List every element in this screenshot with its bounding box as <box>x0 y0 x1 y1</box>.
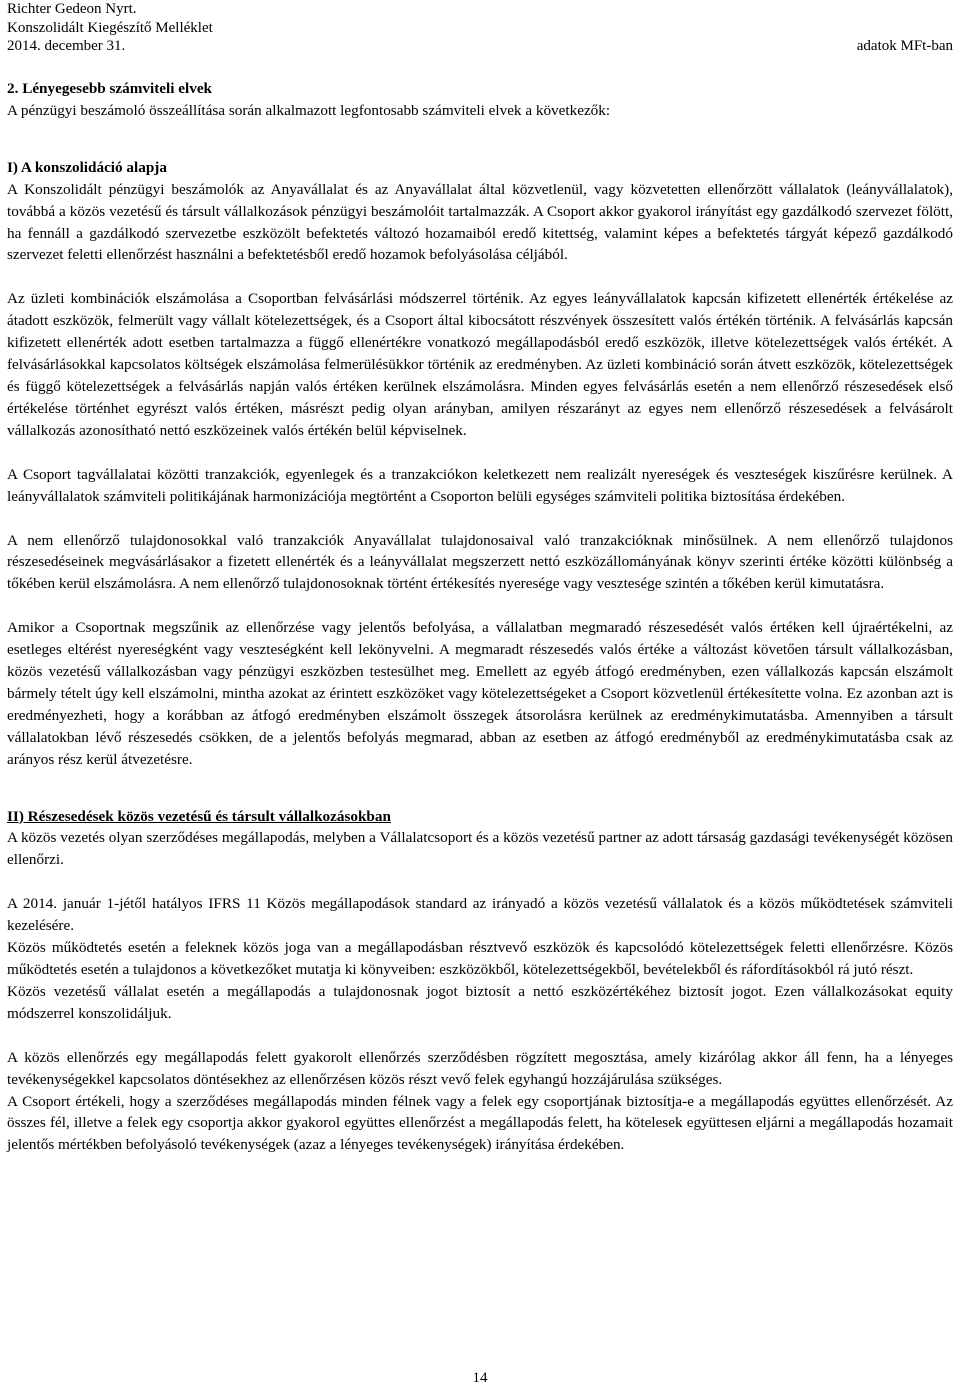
page-number: 14 <box>472 1370 488 1386</box>
subsection-title-text: II) Részesedések közös vezetésű és társult vállalkozásokban <box>7 807 391 825</box>
paragraph: Amikor a Csoportnak megszűnik az ellenőrzése vagy jelentős befolyása, a vállalatban megmaradó részesedését valós értéken kell újraértékelni, az esetleges eltérést nyereségként vagy veszteségként kell lekönyvelni. A megmaradt részesedés valós értéke a változást követően társult vállalkozásban, közös vezetésű vállalkozásban vagy pénzügyi eszközben testesülhet meg. Emellett az egyéb átfogó eredményben, ezen vállalkozás kapcsán elszámolt bármely tételt úgy kell elszámolni, mintha azokat az érintett eszközöket vagy kötelezettségeket a Csoport közvetlenül értékesítette volna. Ez azonban azt is eredményezheti, hogy a korábban az átfogó eredményben elszámolt összegek átsorolásra kerülnek az eredménykimutatásba. Amennyiben a társult vállalatokban lévő részesedés csökken, de a jelentős befolyás megmarad, abban az esetben az átfogó eredményből az eredménykimutatásba csak az arányos rész kerül átvezetésre. <box>7 619 953 768</box>
paragraph: A közös ellenőrzés egy megállapodás felett gyakorolt ellenőrzés szerződésben rögzített megosztása, amely kizárólag akkor áll fenn, ha a lényeges tevékenységekkel kapcsolatos döntésekhez az ellenőrzésen közös részt vevő felek egyhangú hozzájárulása szükséges. <box>7 1048 953 1088</box>
paragraph: A 2014. január 1-jétől hatályos IFRS 11 Közös megállapodások standard az irányadó a közös vezetésű vállalatok és a közös működtetések számviteli kezelésére. <box>7 895 953 935</box>
paragraph: A közös vezetés olyan szerződéses megállapodás, melyben a Vállalatcsoport és a közös vezetésű partner az adott társaság gazdasági tevékenységét közösen ellenőrzi. <box>7 829 953 869</box>
paragraph: A Csoport tagvállalatai közötti tranzakciók, egyenlegek és a tranzakciókon keletkezett nem realizált nyereségek és veszteségek kiszűrésre kerülnek. A leányvállalatok számviteli politikájának harmonizációja megtörtént a Csoporton belüli egységes számviteli politika biztosítása érdekében. <box>7 465 953 505</box>
report-date: 2014. december 31. <box>7 38 126 54</box>
paragraph: Közös vezetésű vállalat esetén a megállapodás a tulajdonosnak jogot biztosít a nettó eszközértékéhez biztosít jogot. Ezen vállalkozásokat equity módszerrel konszolidáljuk. <box>7 982 953 1022</box>
page-header <box>7 0 953 56</box>
units-label: adatok MFt-ban <box>856 38 953 54</box>
paragraph: Közös működtetés esetén a feleknek közös joga van a megállapodásban résztvevő eszközök és kapcsolódó kötelezettségek feletti ellenőrzésre. Közös működtetés esetén a tulajdonos a következőket mutatja ki könyveiben: eszközökből, kötelezettségekből, bevételekből és ráfordításokból rá jutó részt. <box>7 939 953 978</box>
document-body <box>7 78 953 1156</box>
section-title: 2. Lényegesebb számviteli elvek <box>7 80 213 97</box>
paragraph: A nem ellenőrző tulajdonosokkal való tranzakciók Anyavállalat tulajdonosaival való tranzakcióknak minősülnek. A nem ellenőrző tulajdonos részesedéseinek megvásárlásakor a fizetett ellenérték és a leányvállalat megszerzett nettó eszközállományának könyv szerinti értéke közötti különbség a tőkében kerül elszámolásra. A nem ellenőrző tulajdonosoknak történt értékesítés nyeresége vagy vesztesége szintén a tőkében kerül kimutatásra. <box>7 531 953 593</box>
paragraph: Az üzleti kombinációk elszámolása a Csoportban felvásárlási módszerrel történik. Az egyes leányvállalatok kapcsán kifizetett ellenérték értékelése az átadott eszközök, felmerült vagy vállalt kötelezettségek, és a Csoport által kibocsátott részvények összesített valós értékén történik. A felvásárlás kapcsán kifizetett ellenérték adott esetben tartalmazza a függő ellenértékre vonatkozó megállapodásból eredő eszközök, illetve kötelezettségek valós értékét. A felvásárlásokkal kapcsolatos költségek elszámolása felmerülésükkor történik az eredményben. Az üzleti kombináció során átvett eszközök, kötelezettségek és függő kötelezettségek a felvásárlás napján valós értéken kerülnek elszámolásra. Minden egyes felvásárlás esetén a nem ellenőrző részesedések első értékelése történhet egyrészt valós értéken, másrészt pedig olyan arányban, amilyen részarányt az egyes nem ellenőrző részesedések a felvásárolt vállalkozás azonosítható nettó eszközeinek valós értékén belül képviselnek. <box>7 290 953 439</box>
subsection-title-joint-ventures <box>7 806 953 828</box>
document-title: Konszolidált Kiegészítő Melléklet <box>7 19 213 36</box>
section-intro: A pénzügyi beszámoló összeállítása során alkalmazott legfontosabb számviteli elvek a következők: <box>7 101 611 119</box>
company-name: Richter Gedeon Nyrt. <box>7 1 137 17</box>
paragraph: A Csoport értékeli, hogy a szerződéses megállapodás minden félnek vagy a felek egy csoportjának biztosítja-e a megállapodás együttes ellenőrzését. Az összes fél, illetve a felek egy csoportja akkor gyakorol együttes ellenőrzést a megállapodás felett, ha kötelesek együttesen eljárni a megállapodás hozamait jelentős mértékben befolyásoló tevékenységek (azaz a lényeges tevékenységek) irányítása érdekében. <box>7 1092 953 1154</box>
subsection-title-consolidation: I) A konszolidáció alapja <box>7 158 167 176</box>
paragraph: A Konszolidált pénzügyi beszámolók az Anyavállalat és az Anyavállalat által közvetlenül, vagy közvetetten ellenőrzött vállalatok (leányvállalatok), továbbá a közös vezetésű és társult vállalkozások pénzügyi beszámolóit tartalmazzák. A Csoport akkor gyakorol irányítást egy gazdálkodó szervezet fölött, ha fennáll a gazdálkodó szervezetbe eszközölt befektetés változó hozamaiból eredő kitettség, valamint képes a befektetés tárgyát képező gazdálkodó szervezet feletti ellenőrzést használni a befektetésből eredő hozamok befolyásolása céljából. <box>7 180 953 264</box>
